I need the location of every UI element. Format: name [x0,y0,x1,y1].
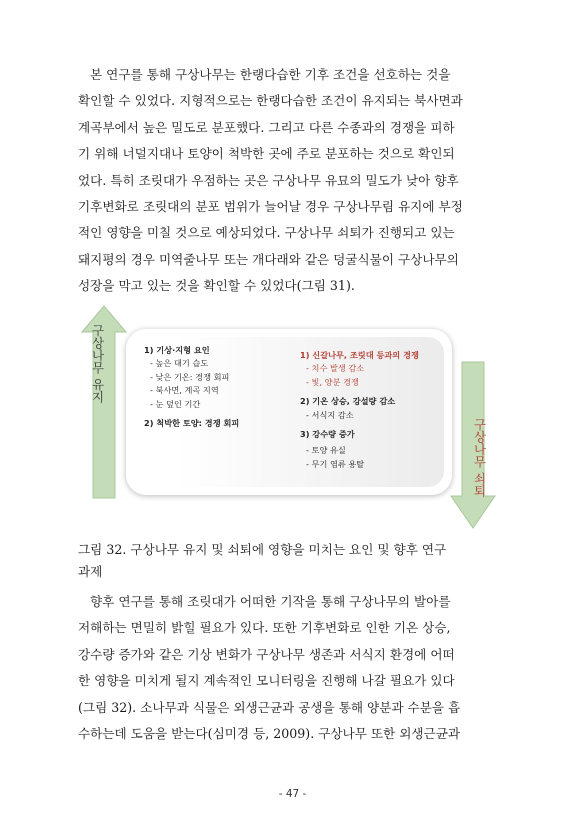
factor-item: - 높은 대기 습도 [150,358,209,369]
text-line: 기후변화로 조릿대의 분포 범위가 늘어날 경우 구상나무림 유지에 부정 [78,199,463,215]
caption-line: 그림 32. 구상나무 유지 및 쇠퇴에 영향을 미치는 요인 및 향후 연구 [78,542,447,557]
decline-factors [300,349,419,471]
factor-heading: 1) 기상·지형 요인 [144,345,210,355]
maintain-label: 구상나무 유지 [90,324,105,403]
factor-item: - 무기 염류 용탈 [306,458,365,469]
caption-line: 과제 [78,564,103,579]
text-line: (그림 32). 소나무과 식물은 외생근균과 공생을 통해 양분과 수분을 흡 [78,699,461,715]
paragraph-1 [78,62,508,300]
text-line: 기 위해 너덜지대나 토양이 척박한 곳에 주로 분포하는 것으로 확인되 [78,146,455,162]
factor-item: - 북사면, 계곡 지역 [150,385,219,396]
text-line: 한 영향을 미치게 될지 계속적인 모니터링을 진행해 나갈 필요가 있다 [78,673,455,689]
factor-item: - 서식지 감소 [306,409,354,420]
text-line: 돼지평의 경우 미역줄나무 또는 개다래와 같은 덩굴식물이 구상나무의 [78,251,459,267]
text-line: 저해하는 면밀히 밝힐 필요가 있다. 또한 기후변화로 인한 기온 상승, [78,620,451,636]
text-line: 적인 영향을 미칠 것으로 예상되었다. 구상나무 쇠퇴가 진행되고 있는 [78,225,455,241]
figure-32-diagram [78,298,508,536]
decline-label: 구상나무 쇠퇴 [472,418,487,497]
factor-item: - 치수 발생 감소 [306,363,365,374]
text-line: 었다. 특히 조릿대가 우점하는 곳은 구상나무 유묘의 밀도가 낮아 향후 [78,172,459,188]
text-line: 강수량 증가와 같은 기상 변화가 구상나무 생존과 서식지 환경에 어떠 [78,646,455,662]
factor-heading: 3) 강수량 증가 [300,429,355,440]
figure-caption [78,539,508,583]
text-line: 본 연구를 통해 구상나무는 한랭다습한 기후 조건을 선호하는 것을 [90,67,451,82]
factor-item: - 토양 유실 [306,445,346,456]
maintain-factors [144,344,239,430]
factor-item: - 눈 덮인 기간 [150,398,201,409]
factor-item: - 빛, 양분 경쟁 [306,376,359,387]
text-line: 계곡부에서 높은 밀도로 분포했다. 그리고 다른 수종과의 경쟁을 피하 [78,119,455,135]
factor-item: - 낮은 기온: 경쟁 회피 [150,371,230,382]
text-line: 확인할 수 있었다. 지형적으로는 한랭다습한 조건이 유지되는 북사면과 [78,93,463,109]
factor-heading: 2) 기온 상승, 강설량 감소 [300,396,396,407]
factor-heading: 2) 척박한 토양: 경쟁 회피 [144,418,240,429]
text-line: 향후 연구를 통해 조릿대가 어떠한 기작을 통해 구상나무의 발아를 [90,594,451,609]
page-number: - 47 - [278,788,307,800]
paragraph-2 [78,589,508,747]
text-line: 수하는데 도움을 받는다(심미경 등, 2009). 구상나무 또한 외생근균과 [78,726,461,742]
text-line: 성장을 막고 있는 것을 확인할 수 있었다(그림 31). [78,278,355,294]
factor-heading: 1) 신갈나무, 조릿대 등과의 경쟁 [300,350,419,360]
